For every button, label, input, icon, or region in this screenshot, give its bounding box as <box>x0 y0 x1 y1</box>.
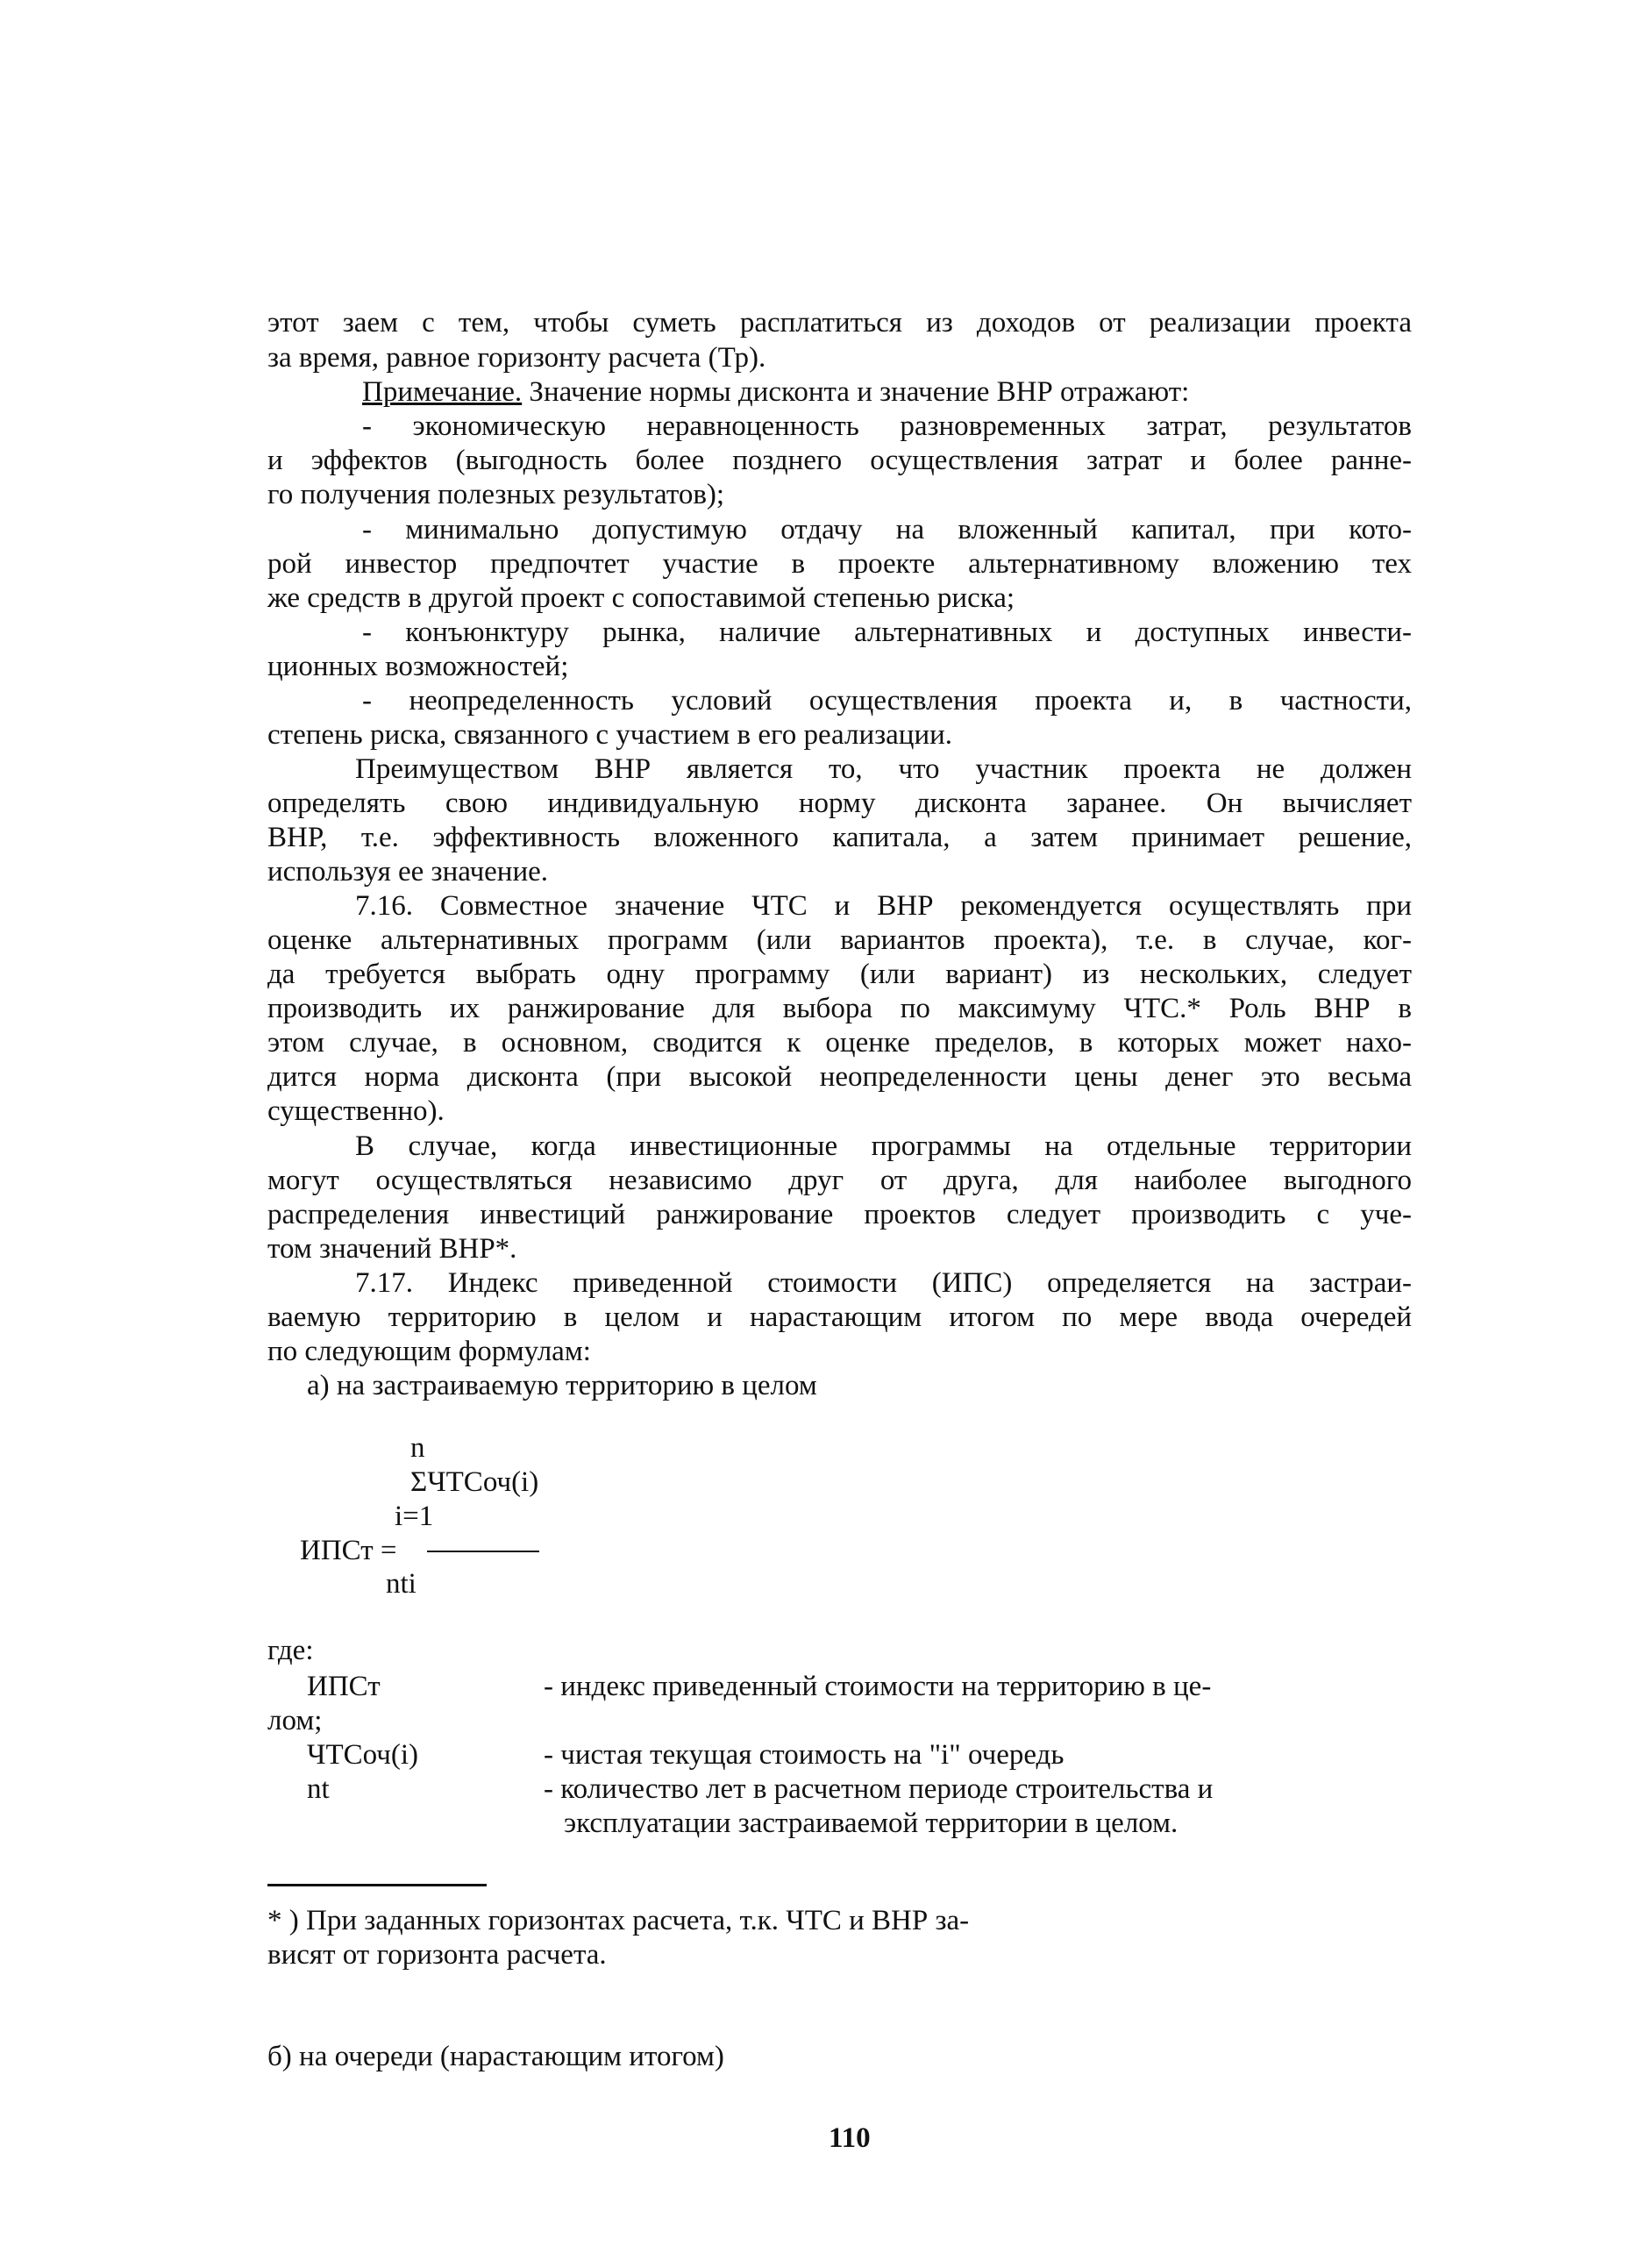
sum-lower-limit: i=1 <box>395 1501 434 1532</box>
text-line: могут осуществляться независимо друг от друга, для наиболее выгодного <box>267 1165 1412 1196</box>
page-number: 110 <box>829 2122 871 2154</box>
text-line: 7.17. Индекс приведенной стоимости (ИПС) определяется на застраи- <box>355 1267 1412 1299</box>
text-line: - неопределенность условий осуществления проекта и, в частности, <box>362 685 1412 717</box>
text-line: распределения инвестиций ранжирование проектов следует производить с уче- <box>267 1199 1412 1230</box>
footnote-line: * ) При заданных горизонтах расчета, т.к. ЧТС и ВНР за- <box>267 1905 970 1936</box>
text-line: производить их ранжирование для выбора по максимуму ЧТС.* Роль ВНР в <box>267 993 1412 1024</box>
text-line: 7.16. Совместное значение ЧТС и ВНР рекомендуется осуществлять при <box>355 890 1412 922</box>
where-definition: - индекс приведенный стоимости на территорию в це- <box>544 1671 1212 1702</box>
text-line: определять свою индивидуальную норму дисконта заранее. Он вычисляет <box>267 788 1412 819</box>
fraction-bar <box>427 1551 539 1552</box>
text-line: оценке альтернативных программ (или вариантов проекта), т.е. в случае, ког- <box>267 924 1412 956</box>
text-line: Преимуществом ВНР является то, что участник проекта не должен <box>355 753 1412 785</box>
text-line: В случае, когда инвестиционные программы на отдельные территории <box>355 1130 1412 1162</box>
item-a: а) на застраиваемую территорию в целом <box>307 1370 817 1401</box>
text-line: ваемую территорию в целом и нарастающим итогом по мере ввода очередей <box>267 1301 1412 1333</box>
text-line: и эффектов (выгодность более позднего осуществления затрат и более ранне- <box>267 445 1412 476</box>
text-line: за время, равное горизонту расчета (Тр). <box>267 342 766 374</box>
formula-denominator: nti <box>386 1568 417 1600</box>
where-term: ЧТСоч(i) <box>307 1739 419 1771</box>
text-line: по следующим формулам: <box>267 1336 591 1367</box>
note-text: Значение нормы дисконта и значение ВНР отражают: <box>529 376 1190 408</box>
text-line: этом случае, в основном, сводится к оценке пределов, в которых может нахо- <box>267 1027 1412 1059</box>
sum-expression: ΣЧТСоч(i) <box>410 1466 539 1498</box>
item-b: б) на очереди (нарастающим итогом) <box>267 2041 724 2072</box>
text-line: существенно). <box>267 1095 445 1127</box>
where-term: ИПСт <box>307 1671 381 1702</box>
sum-upper-limit: n <box>410 1432 425 1464</box>
footnote-separator <box>267 1884 487 1886</box>
where-definition: - чистая текущая стоимость на "i" очередь <box>544 1739 1065 1771</box>
note-heading <box>362 374 1189 410</box>
text-line: - минимально допустимую отдачу на вложенный капитал, при кото- <box>362 514 1412 545</box>
formula-lhs: ИПСт = <box>300 1535 397 1566</box>
where-label: где: <box>267 1635 314 1666</box>
text-line: степень риска, связанного с участием в его реализации. <box>267 719 953 751</box>
text-line: том значений ВНР*. <box>267 1233 517 1265</box>
text-line: го получения полезных результатов); <box>267 479 725 510</box>
text-line: - экономическую неравноценность разновременных затрат, результатов <box>362 410 1412 442</box>
footnote-line: висят от горизонта расчета. <box>267 1939 607 1971</box>
text-line: же средств в другой проект с сопоставимой степенью риска; <box>267 582 1015 614</box>
text-line: ВНР, т.е. эффективность вложенного капитала, а затем принимает решение, <box>267 822 1412 853</box>
text-line: - конъюнктуру рынка, наличие альтернативных и доступных инвести- <box>362 617 1412 648</box>
where-term: nt <box>307 1773 330 1805</box>
text-line: дится норма дисконта (при высокой неопределенности цены денег это весьма <box>267 1061 1412 1093</box>
text-line: ционных возможностей; <box>267 651 569 682</box>
note-label: Примечание. <box>362 376 523 408</box>
text-line: да требуется выбрать одну программу (или вариант) из нескольких, следует <box>267 959 1412 990</box>
where-definition: - количество лет в расчетном периоде строительства и <box>544 1773 1214 1805</box>
text-line: используя ее значение. <box>267 856 549 888</box>
where-term: лом; <box>267 1705 323 1736</box>
where-definition: эксплуатации застраиваемой территории в целом. <box>564 1807 1178 1839</box>
text-line: рой инвестор предпочтет участие в проекте альтернативному вложению тех <box>267 548 1412 580</box>
text-line: этот заем с тем, чтобы суметь расплатиться из доходов от реализации проекта <box>267 307 1412 339</box>
